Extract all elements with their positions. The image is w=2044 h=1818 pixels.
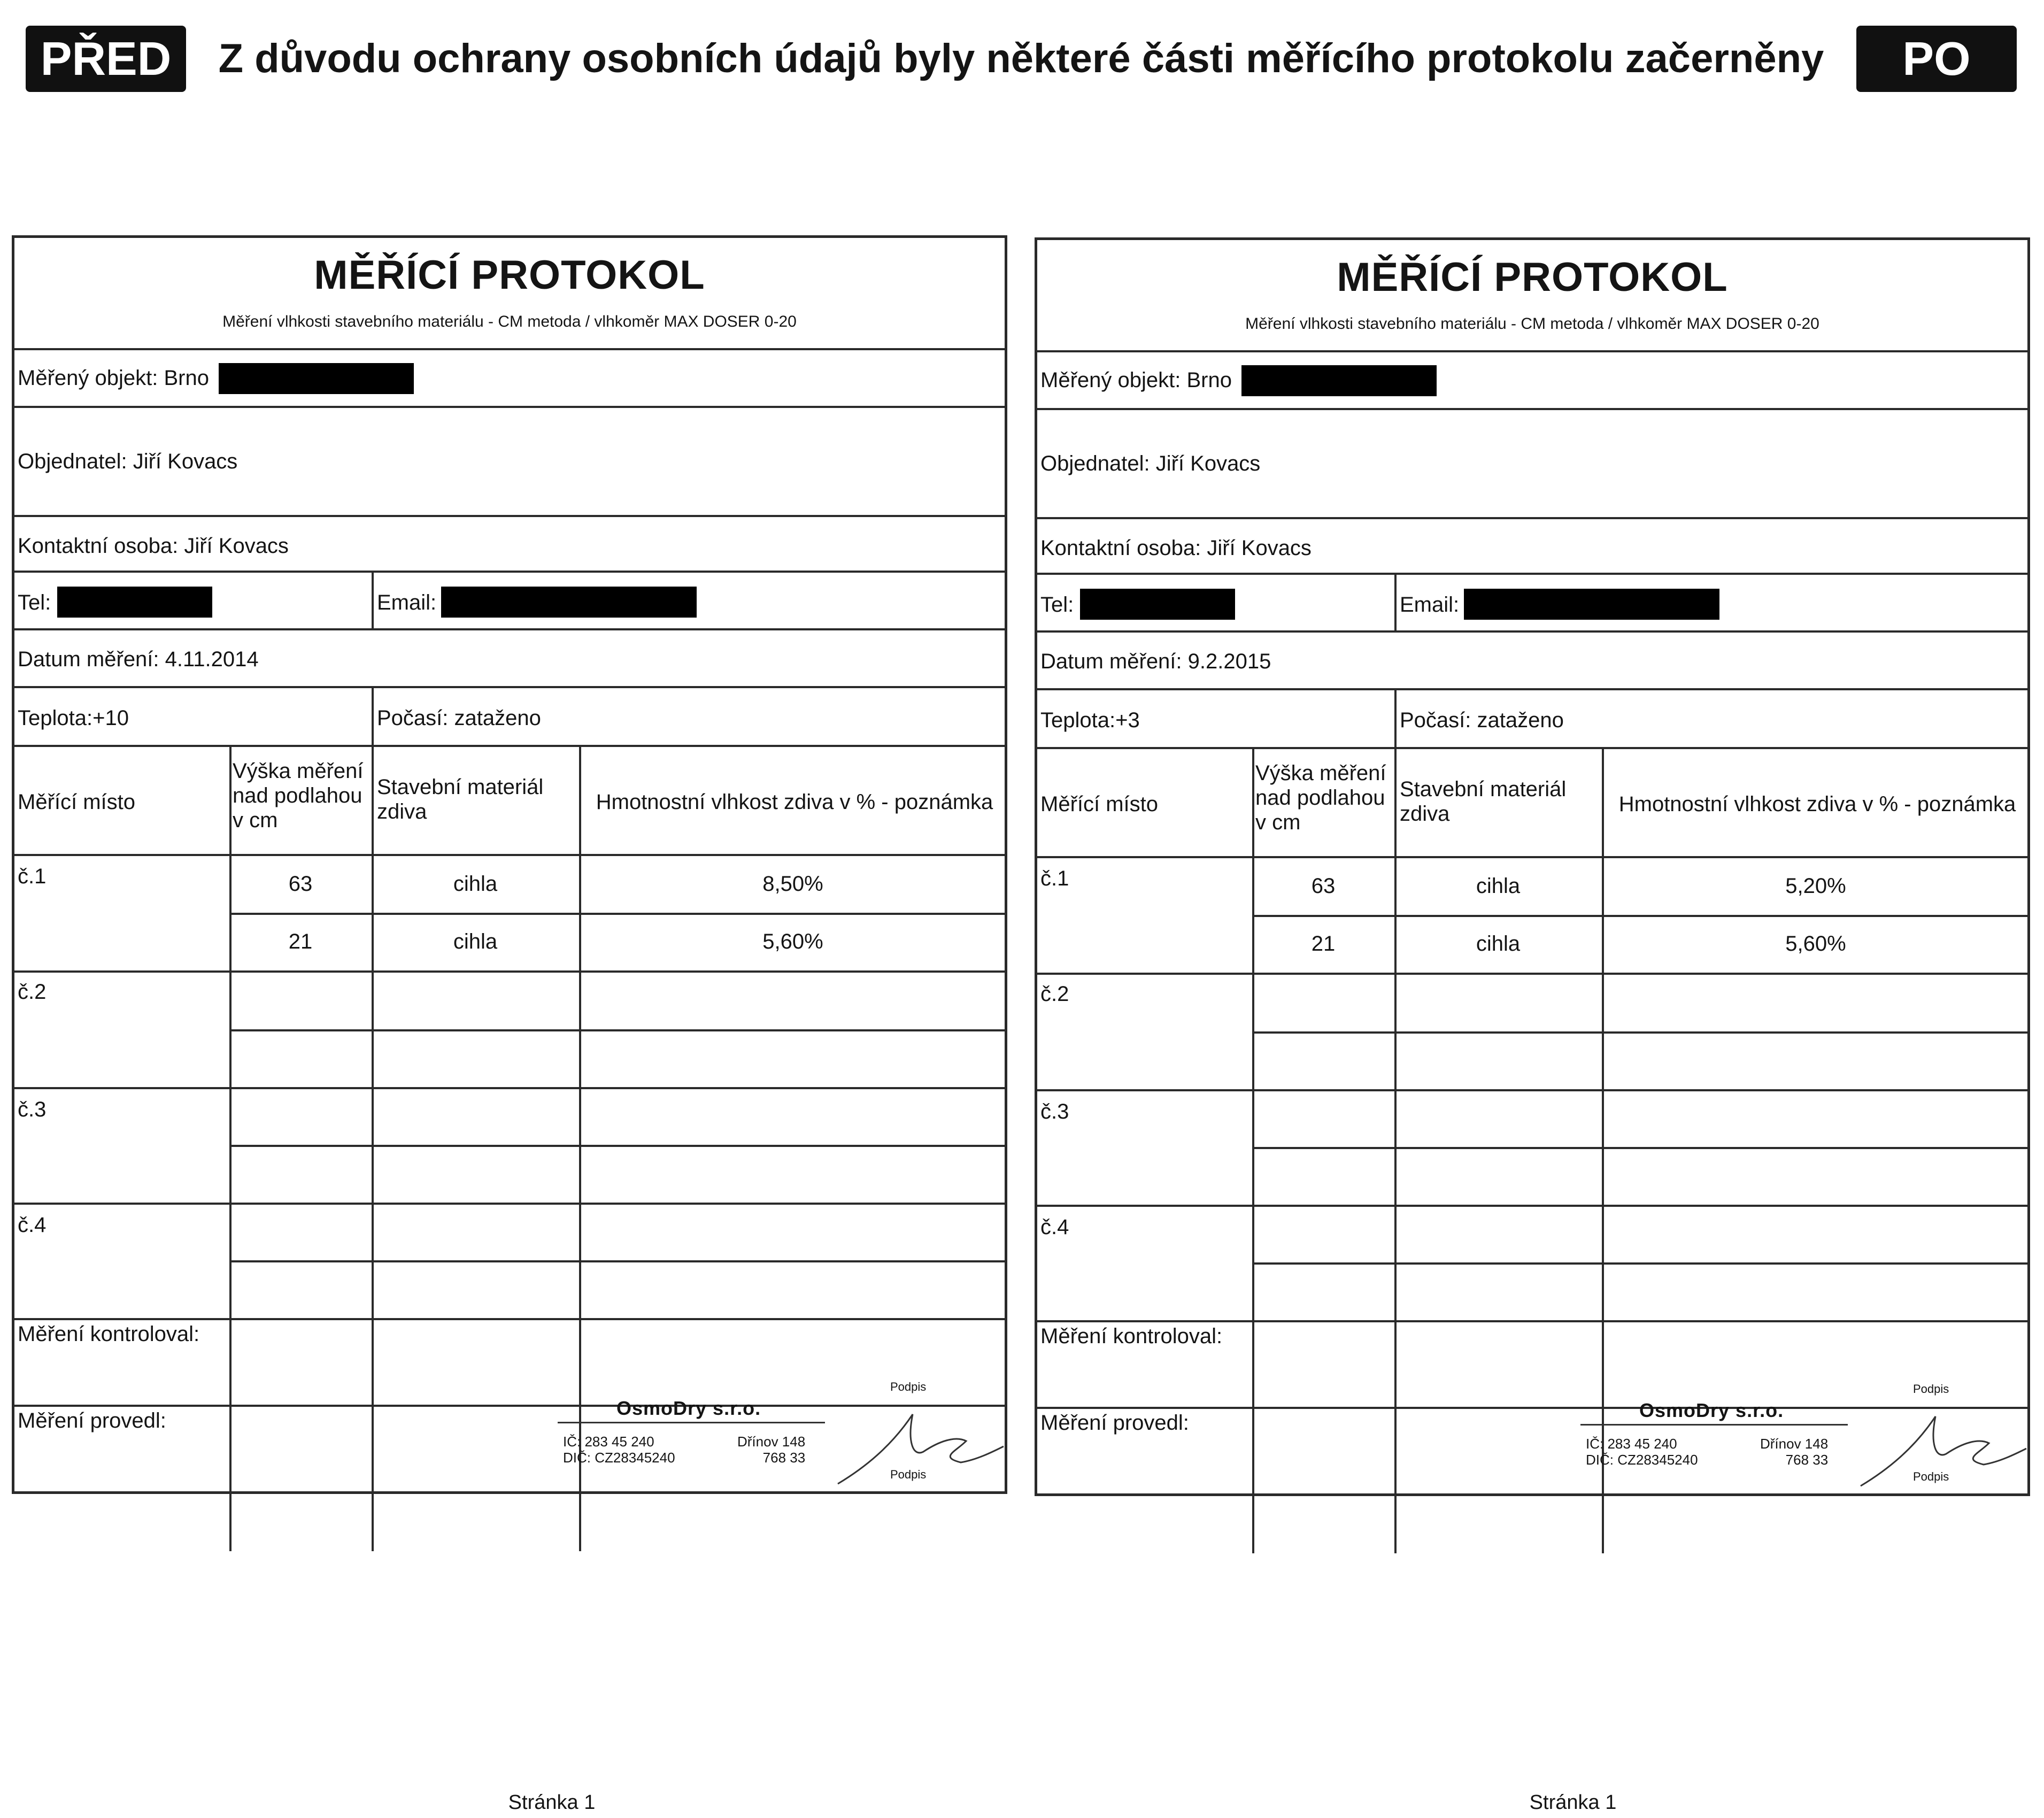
header-material: Stavební materiál zdiva xyxy=(377,775,544,823)
before-label: PŘED xyxy=(26,26,186,92)
row-1-height: 63 xyxy=(1311,874,1336,898)
row-2-material: cihla xyxy=(1476,932,1521,956)
place-2: č.2 xyxy=(18,980,47,1004)
weather-label: Počasí: zataženo xyxy=(377,706,541,730)
contact-row xyxy=(1037,519,2027,575)
date-label: Datum měření: 9.2.2015 xyxy=(1040,650,1271,673)
row-2-height: 21 xyxy=(288,930,313,953)
row-2-moisture: 5,60% xyxy=(762,930,823,953)
page-footer-before: Stránka 1 xyxy=(508,1791,596,1814)
place-2: č.2 xyxy=(1040,982,1069,1006)
protocol-subtitle: Měření vlhkosti stavebního materiálu - CM metoda / vlhkoměr MAX DOSER 0-20 xyxy=(1245,315,1819,333)
conditions-row xyxy=(1037,690,2027,749)
row-2-moisture: 5,60% xyxy=(1785,932,1846,956)
signature-label-top: Podpis xyxy=(1913,1382,1949,1396)
conditions-row xyxy=(14,688,1005,747)
protocol-before xyxy=(12,235,1007,1494)
contact-row xyxy=(14,517,1005,573)
stamp-ids: IČ: 283 45 240 DIČ: CZ28345240 xyxy=(563,1434,675,1466)
row-1-material: cihla xyxy=(1476,874,1521,898)
client-row xyxy=(14,408,1005,517)
stamp-ids: IČ: 283 45 240 DIČ: CZ28345240 xyxy=(1586,1436,1698,1468)
weather-label: Počasí: zataženo xyxy=(1400,708,1564,732)
row-1-moisture: 5,20% xyxy=(1785,874,1846,898)
client-row xyxy=(1037,410,2027,519)
header-place: Měřící místo xyxy=(18,790,136,814)
checked-by-label: Měření kontroloval: xyxy=(18,1322,200,1346)
date-row xyxy=(1037,633,2027,690)
client-label: Objednatel: Jiří Kovacs xyxy=(18,450,238,473)
stamp-company: OsmoDry s.r.o. xyxy=(1639,1399,1784,1421)
place-3: č.3 xyxy=(1040,1100,1069,1123)
header-height: Výška měření nad podlahou v cm xyxy=(233,759,364,832)
row-1-material: cihla xyxy=(453,872,498,896)
signature-label-top: Podpis xyxy=(890,1380,927,1393)
stamp-line xyxy=(558,1422,825,1423)
redacted-address xyxy=(1241,365,1437,396)
redacted-address xyxy=(219,363,414,394)
object-label: Měřený objekt: Brno xyxy=(18,366,209,390)
table-header-row xyxy=(14,747,1005,856)
email-label: Email: xyxy=(377,591,437,614)
header-material: Stavební materiál zdiva xyxy=(1400,777,1567,826)
protocol-subtitle: Měření vlhkosti stavebního materiálu - CM metoda / vlhkoměr MAX DOSER 0-20 xyxy=(222,313,797,330)
object-label: Měřený objekt: Brno xyxy=(1040,368,1232,392)
place-3: č.3 xyxy=(18,1098,47,1121)
redacted-phone xyxy=(1080,589,1235,620)
redacted-email xyxy=(441,587,697,618)
client-label: Objednatel: Jiří Kovacs xyxy=(1040,452,1261,475)
row-1-height: 63 xyxy=(288,872,313,896)
row-1-moisture: 8,50% xyxy=(762,872,823,896)
checked-by-label: Měření kontroloval: xyxy=(1040,1324,1223,1348)
place-1: č.1 xyxy=(1040,867,1069,890)
email-label: Email: xyxy=(1400,593,1460,617)
header-moisture: Hmotnostní vlhkost zdiva v % - poznámka xyxy=(1618,792,2016,816)
stamp-address: Dřínov 148 768 33 xyxy=(1760,1436,1829,1468)
signature-image xyxy=(832,1409,1009,1489)
after-label: PO xyxy=(1856,26,2017,92)
signature-label-bottom: Podpis xyxy=(890,1468,927,1481)
place-4: č.4 xyxy=(1040,1215,1069,1239)
row-2-height: 21 xyxy=(1311,932,1336,956)
performed-by-label: Měření provedl: xyxy=(18,1409,166,1432)
phone-email-row xyxy=(1037,575,2027,633)
phone-email-row xyxy=(14,573,1005,630)
temperature-label: Teplota:+10 xyxy=(18,706,129,730)
phone-label: Tel: xyxy=(1040,593,1074,617)
contact-label: Kontaktní osoba: Jiří Kovacs xyxy=(18,534,289,558)
date-row xyxy=(14,630,1005,688)
contact-label: Kontaktní osoba: Jiří Kovacs xyxy=(1040,536,1312,560)
table-header-row xyxy=(1037,749,2027,858)
object-row xyxy=(1037,352,2027,410)
stamp-line xyxy=(1580,1424,1848,1426)
title-row xyxy=(14,238,1005,350)
protocol-after xyxy=(1035,237,2030,1496)
place-1: č.1 xyxy=(18,865,47,888)
stamp-address: Dřínov 148 768 33 xyxy=(737,1434,806,1466)
date-label: Datum měření: 4.11.2014 xyxy=(18,648,259,671)
object-row xyxy=(14,350,1005,408)
phone-label: Tel: xyxy=(18,591,51,614)
row-2-material: cihla xyxy=(453,930,498,953)
title-row xyxy=(1037,240,2027,352)
temperature-label: Teplota:+3 xyxy=(1040,708,1140,732)
performed-by-label: Měření provedl: xyxy=(1040,1411,1189,1435)
place-4: č.4 xyxy=(18,1213,47,1237)
redacted-email xyxy=(1464,589,1719,620)
header-moisture: Hmotnostní vlhkost zdiva v % - poznámka xyxy=(596,790,993,814)
header-height: Výška měření nad podlahou v cm xyxy=(1255,761,1386,834)
page-footer-after: Stránka 1 xyxy=(1529,1791,1617,1814)
redacted-phone xyxy=(57,587,212,618)
stamp-company: OsmoDry s.r.o. xyxy=(616,1397,761,1419)
page-caption: Z důvodu ochrany osobních údajů byly některé části měřícího protokolu začerněny xyxy=(218,36,1824,81)
signature-image xyxy=(1855,1411,2032,1491)
header-place: Měřící místo xyxy=(1040,792,1159,816)
protocol-title: MĚŘÍCÍ PROTOKOL xyxy=(1337,255,1728,300)
signature-label-bottom: Podpis xyxy=(1913,1470,1949,1483)
protocol-title: MĚŘÍCÍ PROTOKOL xyxy=(314,252,705,298)
